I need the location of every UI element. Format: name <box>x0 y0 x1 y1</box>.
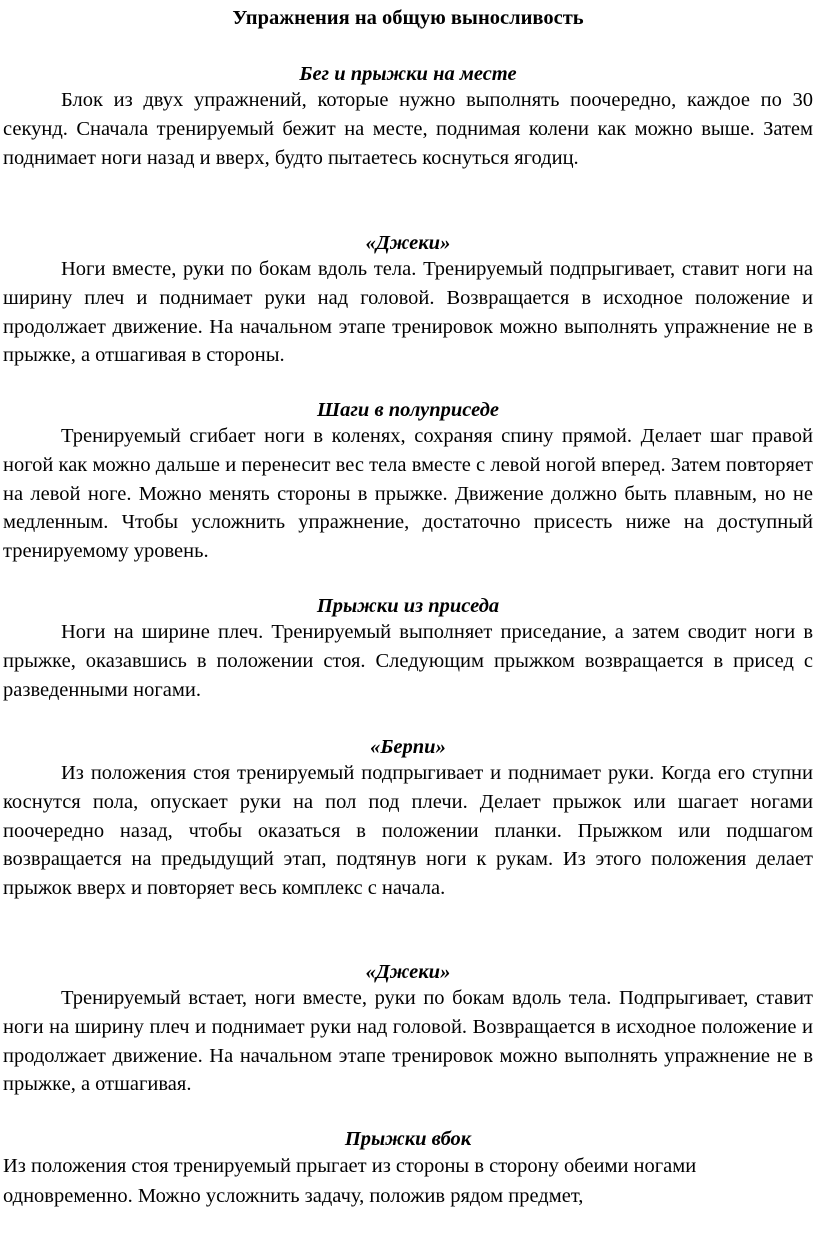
section-heading-side-jumps: Прыжки вбок <box>344 1128 472 1150</box>
section-text-jacks-2: Тренируемый встает, ноги вместе, руки по бокам вдоль тела. Подпрыгивает, ставит ноги на ширину плеч и поднимает руки над головой. Возвращается в исходное положение и продолжает движение. На начальном этапе тренировок можно выполнять упражнение не в прыжке, а отшагивая. <box>3 987 813 1096</box>
section-text-burpee: Из положения стоя тренируемый подпрыгивает и поднимает руки. Когда его ступни коснутся пола, опускает руки на пол под плечи. Делает прыжок или шагает ногами поочередно назад, чтобы оказаться в положении планки. Прыжком или подшагом возвращается на предыдущий этап, подтянув ноги к рукам. Из этого положения делает прыжок вверх и повторяет весь комплекс с начала. <box>3 762 813 900</box>
section-text-jacks-1: Ноги вместе, руки по бокам вдоль тела. Тренируемый подпрыгивает, ставит ноги на ширину плеч и поднимает руки над головой. Возвращается в исходное положение и продолжает движение. На начальном этапе тренировок можно выполнять упражнение не в прыжке, а отшагивая в стороны. <box>3 258 813 367</box>
section-text-half-squat-steps: Тренируемый сгибает ноги в коленях, сохраняя спину прямой. Делает шаг правой ногой как можно дальше и перенесит вес тела вместе с левой ногой вперед. Затем повторяет на левой ноге. Можно менять стороны в прыжке. Движение должно быть плавным, но не медленным. Чтобы усложнить упражнение, достаточно присесть ниже на доступный тренируемому уровень. <box>3 425 813 563</box>
section-heading-jacks-1: «Джеки» <box>365 232 451 254</box>
section-text-running-jumping: Блок из двух упражнений, которые нужно выполнять поочередно, каждое по 30 секунд. Сначала тренируемый бежит на месте, поднимая колени как можно выше. Затем поднимает ноги назад и вверх, будто пытаетесь коснуться ягодиц. <box>3 89 813 169</box>
section-text-side-jumps: Из положения стоя тренируемый прыгает из стороны в сторону обеими ногами одновременно. Можно усложнить задачу, положив рядом предмет, <box>3 1155 697 1207</box>
section-heading-squat-jumps: Прыжки из приседа <box>316 595 500 617</box>
document-title: Упражнения на общую выносливость <box>232 7 584 29</box>
section-heading-burpee: «Берпи» <box>370 736 446 758</box>
section-heading-jacks-2: «Джеки» <box>365 961 451 983</box>
section-heading-half-squat-steps: Шаги в полуприседе <box>317 399 499 421</box>
section-text-squat-jumps: Ноги на ширине плеч. Тренируемый выполняет приседание, а затем сводит ноги в прыжке, оказавшись в положении стоя. Следующим прыжком возвращается в присед с разведенными ногами. <box>3 621 813 701</box>
section-heading-running-jumping: Бег и прыжки на месте <box>299 63 517 85</box>
